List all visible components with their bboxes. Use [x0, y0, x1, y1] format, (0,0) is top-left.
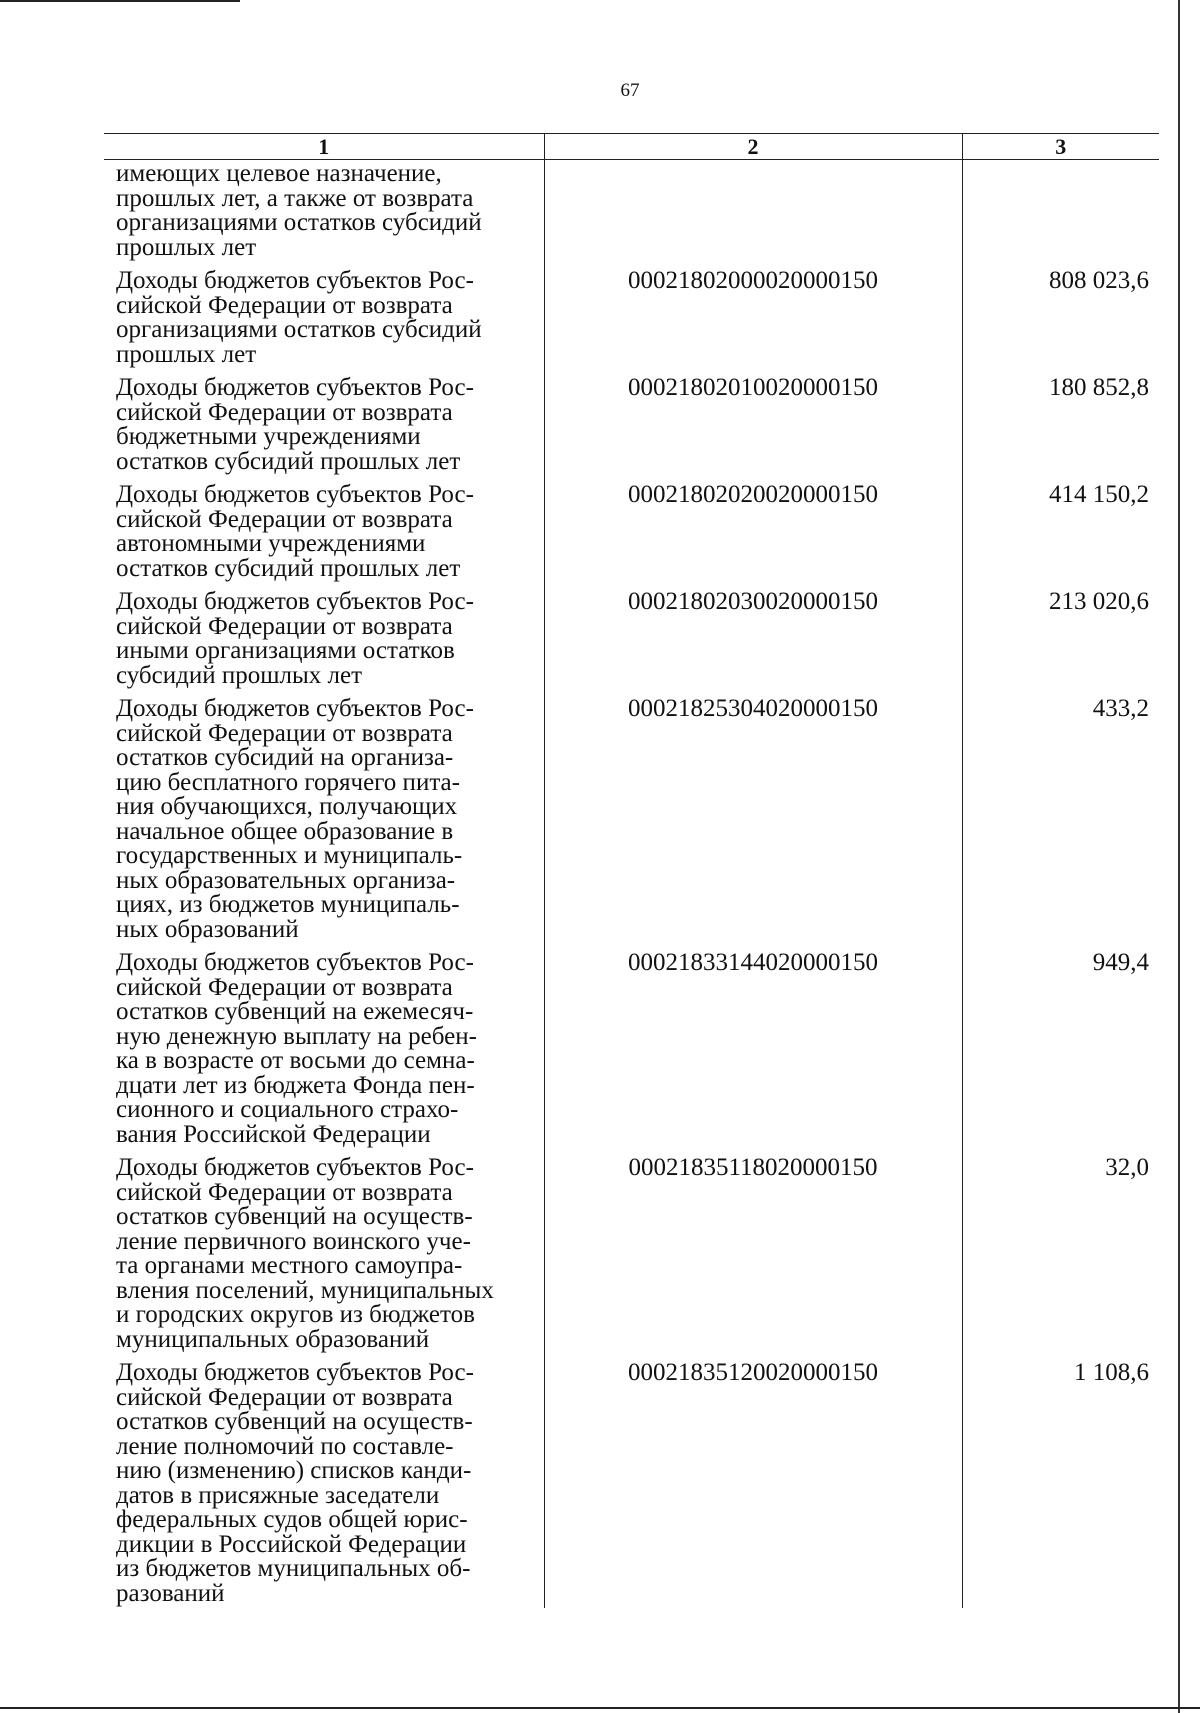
table-row — [104, 1156, 1159, 1361]
table-row — [104, 1361, 1159, 1608]
row-name: Доходы бюджетов субъектов Рос- сийской Федерации от возврата организациями остатков субсидий прошлых лет — [116, 267, 482, 368]
table-row — [104, 269, 1159, 376]
column-header-2: 2 — [544, 134, 962, 160]
row-amount: 414 150,2 — [962, 483, 1159, 590]
row-amount: 808 023,6 — [962, 269, 1159, 376]
table-header-row — [104, 134, 1159, 160]
row-name: Доходы бюджетов субъектов Рос- сийской Федерации от возврата автономными учреждениями остатков субсидий прошлых лет — [116, 481, 474, 582]
table-row — [104, 951, 1159, 1156]
table-row — [104, 483, 1159, 590]
table-header — [104, 134, 1159, 160]
row-code: 00021835118020000150 — [544, 1156, 962, 1361]
column-header-1: 1 — [104, 134, 544, 160]
row-name: имеющих целевое назначение, прошлых лет, а также от возврата организациями остатков субсидий прошлых лет — [116, 160, 482, 261]
row-code: 00021802020020000150 — [544, 483, 962, 590]
row-code: 00021833144020000150 — [544, 951, 962, 1156]
row-code: 00021802010020000150 — [544, 376, 962, 483]
row-amount: 433,2 — [962, 697, 1159, 951]
row-name: Доходы бюджетов субъектов Рос- сийской Федерации от возврата остатков субсидий на организа- цию бесплатного горячего пита- ния обучающихся, получающих начальное общее образование в государственных и муниципаль- ных образовательных организа- циях, из бюджетов муниципаль- ных образований — [116, 695, 474, 943]
row-amount — [962, 160, 1159, 270]
row-name: Доходы бюджетов субъектов Рос- сийской Федерации от возврата остатков субвенций на осуществ- ление полномочий по составле- нию (изменению) списков канди- датов в присяжные заседатели федеральных судов общей юрис- дикции в Российской Федерации из бюджетов муниципальных об- разований — [116, 1359, 474, 1607]
table-row — [104, 697, 1159, 951]
row-name: Доходы бюджетов субъектов Рос- сийской Федерации от возврата иными организациями остатков субсидий прошлых лет — [116, 588, 474, 689]
row-amount: 1 108,6 — [962, 1361, 1159, 1608]
row-name: Доходы бюджетов субъектов Рос- сийской Федерации от возврата остатков субвенций на ежемесяч- ную денежную выплату на ребен- ка в возрасте от восьми до семна- дцати лет из бюджета Фонда пен- сионного и социального страхо- вания Российской Федерации — [116, 949, 477, 1148]
row-name: Доходы бюджетов субъектов Рос- сийской Федерации от возврата остатков субвенций на осуществ- ление первичного воинского уче- та органами местного самоупра- вления поселений, муниципальных и городских округов из бюджетов муниципальных образований — [116, 1154, 494, 1353]
scan-edge-bottom — [0, 1707, 1200, 1709]
row-code — [544, 160, 962, 270]
revenue-table — [104, 133, 1159, 1608]
row-code: 00021835120020000150 — [544, 1361, 962, 1608]
row-code: 00021825304020000150 — [544, 697, 962, 951]
scan-edge-right — [1178, 0, 1180, 1713]
row-amount: 32,0 — [962, 1156, 1159, 1361]
row-amount: 180 852,8 — [962, 376, 1159, 483]
row-name: Доходы бюджетов субъектов Рос- сийской Федерации от возврата бюджетными учреждениями остатков субсидий прошлых лет — [116, 374, 474, 475]
row-code: 00021802030020000150 — [544, 590, 962, 697]
table-body — [104, 160, 1159, 1609]
scan-edge-top — [0, 0, 240, 2]
table-row — [104, 590, 1159, 697]
row-amount: 213 020,6 — [962, 590, 1159, 697]
table-row — [104, 160, 1159, 270]
page-number: 67 — [620, 80, 640, 101]
column-header-3: 3 — [962, 134, 1159, 160]
row-amount: 949,4 — [962, 951, 1159, 1156]
row-code: 00021802000020000150 — [544, 269, 962, 376]
table-row — [104, 376, 1159, 483]
